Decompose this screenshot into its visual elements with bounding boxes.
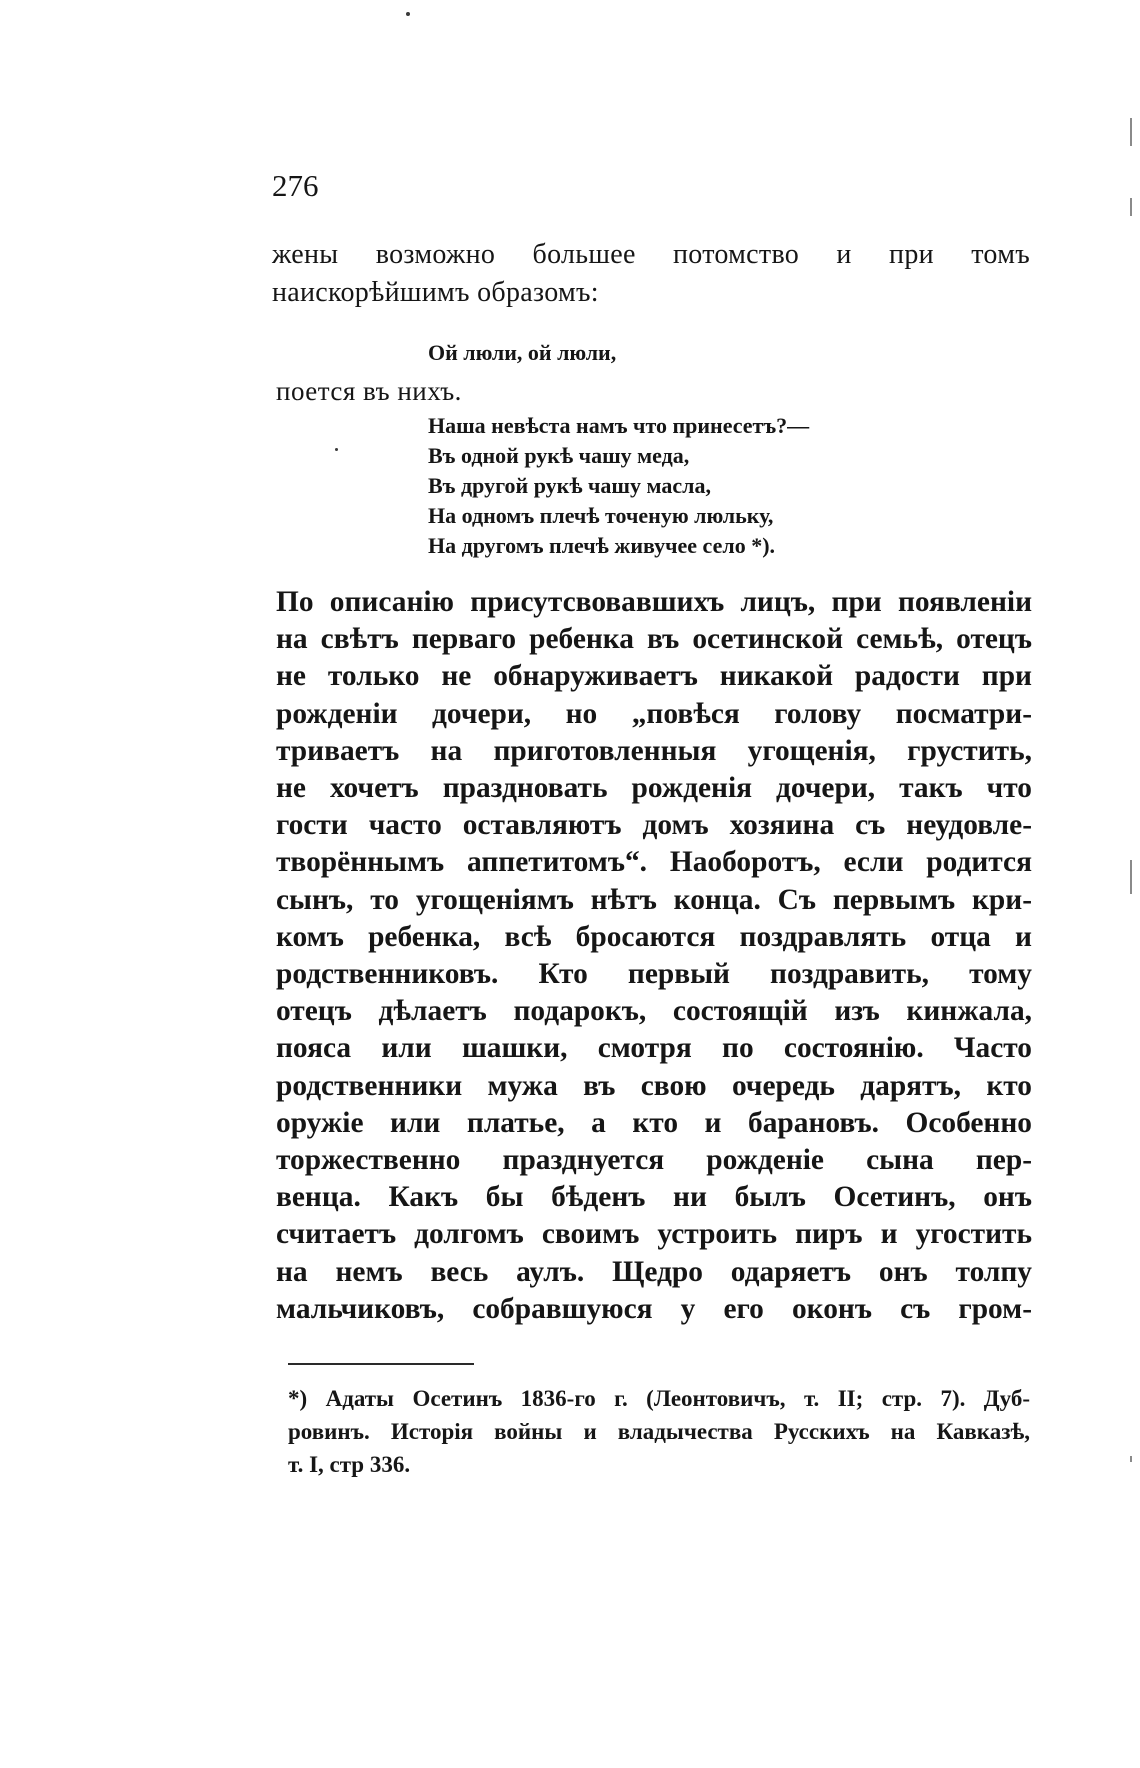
- intro-paragraph: [272, 236, 1030, 312]
- body-line: сынъ, то угощеніямъ нѣтъ конца. Съ первымъ кри-: [276, 883, 1032, 916]
- body-paragraph: [276, 584, 1032, 1328]
- body-line: не только не обнаруживаетъ никакой радости при: [276, 660, 1032, 693]
- intro-line-2: наискорѣйшимъ образомъ:: [272, 277, 599, 308]
- body-line: рожденіи дочери, но „повѣся голову посматри-: [276, 697, 1032, 730]
- body-line: пояса или шашки, смотря по состоянію. Часто: [276, 1032, 1032, 1065]
- scan-edge-mark: [1130, 1456, 1132, 1462]
- body-line: гости часто оставляютъ домъ хозяина съ неудовле-: [276, 809, 1032, 842]
- body-line: не хочетъ праздновать рожденія дочери, такъ что: [276, 772, 1032, 805]
- body-line: на свѣтъ перваго ребенка въ осетинской семьѣ, отецъ: [276, 623, 1032, 656]
- intro-line-1: жены возможно большее потомство и при томъ: [272, 239, 1030, 270]
- body-line: торжественно празднуется рожденіе сына пер-: [276, 1144, 1032, 1177]
- body-line: на немъ весь аулъ. Щедро одаряетъ онъ толпу: [276, 1255, 1032, 1288]
- verse-line: Въ другой рукѣ чашу масла,: [428, 473, 711, 498]
- verse-line: Въ одной рукѣ чашу меда,: [428, 443, 690, 468]
- verse-line: Ой люли, ой люли,: [428, 340, 617, 365]
- scan-edge-mark: [1130, 198, 1132, 216]
- footnote-line: ровинъ. Исторія войны и владычества Русскихъ на Кавказѣ,: [288, 1419, 1030, 1444]
- verse-refrain: [428, 338, 888, 368]
- verse-line: На другомъ плечѣ живучее село *).: [428, 533, 776, 558]
- verse-stanza: [428, 411, 888, 561]
- footnote-line: *) Адаты Осетинъ 1836-го г. (Леонтовичъ, т. II; стр. 7). Дуб-: [288, 1386, 1030, 1411]
- body-line: отецъ дѣлаетъ подарокъ, состоящій изъ кинжала,: [276, 995, 1032, 1028]
- page-number: 276: [272, 168, 319, 203]
- footnote: [288, 1382, 1030, 1481]
- body-line: триваетъ на приготовленныя угощенія, грустить,: [276, 734, 1032, 767]
- body-line: считаетъ долгомъ своимъ устроить пиръ и угостить: [276, 1218, 1032, 1251]
- scan-speck: [335, 448, 338, 451]
- footnote-line: т. I, стр 336.: [288, 1452, 411, 1477]
- scan-speck: [406, 12, 410, 16]
- body-line: комъ ребенка, всѣ бросаются поздравлять отца и: [276, 920, 1032, 953]
- footnote-rule: [288, 1363, 474, 1365]
- body-line: мальчиковъ, собравшуюся у его оконъ съ гром-: [276, 1292, 1032, 1325]
- scan-edge-mark: [1130, 118, 1132, 146]
- body-line: венца. Какъ бы бѣденъ ни былъ Осетинъ, онъ: [276, 1181, 1032, 1214]
- body-line: родственниковъ. Кто первый поздравить, тому: [276, 958, 1032, 991]
- body-line: По описанію присутсвовавшихъ лицъ, при появленіи: [276, 586, 1032, 618]
- verse-line: На одномъ плечѣ точеную люльку,: [428, 503, 774, 528]
- verse-line: Наша невѣста намъ что принесетъ?—: [428, 413, 810, 438]
- body-line: творённымъ аппетитомъ“. Наоборотъ, если родится: [276, 846, 1032, 879]
- body-line: оружіе или платье, а кто и барановъ. Особенно: [276, 1106, 1032, 1139]
- sung-line: поется въ нихъ.: [276, 376, 462, 406]
- scan-edge-mark: [1130, 860, 1132, 894]
- body-line: родственники мужа въ свою очередь дарятъ, кто: [276, 1069, 1032, 1102]
